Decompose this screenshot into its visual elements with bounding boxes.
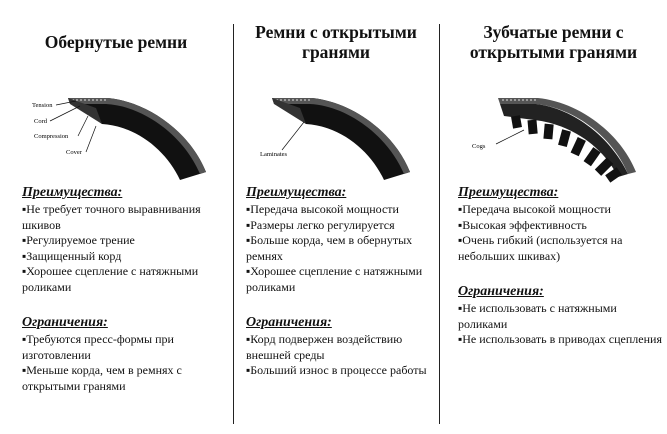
compression-leader [78, 116, 88, 136]
cogged-belt-diagram [468, 92, 658, 187]
wrapped-belt-diagram [20, 92, 220, 187]
list-item: ▪Меньше корда, чем в ремнях с открытыми гранями [22, 363, 182, 393]
advantages-heading: Преимущества: [458, 185, 559, 200]
list-item: ▪Передача высокой мощности [246, 202, 399, 216]
cover-leader [86, 126, 96, 152]
diagram-label-compression: Compression [34, 133, 69, 140]
list-item: ▪Высокая эффективность [458, 217, 587, 232]
column-raw-edge-belts [234, 0, 438, 434]
advantages-heading: Преимущества: [22, 185, 123, 200]
list-item: ▪Не использовать с натяжными роликами [458, 301, 617, 331]
list-item: ▪Не требует точного выравнивания шкивов [22, 202, 201, 232]
list-item: ▪Передача высокой мощности [458, 202, 611, 216]
limitations-heading: Ограничения: [22, 315, 108, 330]
list-item: ▪Хорошее сцепление с натяжными роликами [22, 264, 199, 294]
list-item: ▪Корд подвержен воздействию внешней среды [246, 332, 403, 362]
advantages-section [22, 184, 227, 295]
advantages-heading: Преимущества: [246, 185, 347, 200]
laminates-leader [282, 122, 304, 150]
advantages-section [246, 184, 436, 295]
diagram-label-laminates: Laminates [260, 151, 288, 158]
limitations-heading: Ограничения: [458, 284, 544, 299]
diagram-label-cover: Cover [66, 149, 82, 156]
diagram-label-tension: Tension [32, 102, 53, 109]
list-item: ▪Регулируемое трение [22, 233, 135, 247]
limitations-heading: Ограничения: [246, 315, 332, 330]
advantages-section [458, 184, 663, 264]
list-item: ▪Больше корда, чем в обернутых ремнях [246, 233, 413, 263]
limitations-section [458, 283, 663, 348]
cogs-leader [496, 130, 524, 144]
list-item: ▪Очень гибкий (используется на небольших шкивах) [458, 233, 623, 263]
cord-leader [50, 106, 80, 121]
limitations-section [246, 314, 436, 379]
list-item: ▪Защищенный корд [22, 248, 122, 263]
limitations-section [22, 314, 227, 394]
column-cogged-raw-edge-belts [440, 0, 667, 434]
column-title: Ремни с открытыми гранями [255, 22, 417, 62]
diagram-label-cogs: Cogs [472, 143, 486, 150]
list-item: ▪Не использовать в приводах сцепления [458, 332, 662, 346]
list-item: ▪Больший износ в процессе работы [246, 363, 427, 377]
column-title: Зубчатые ремни с открытыми гранями [469, 22, 638, 62]
list-item: ▪Хорошее сцепление с натяжными роликами [246, 264, 423, 294]
diagram-label-cord: Cord [34, 118, 47, 125]
list-item: ▪Требуются пресс-формы при изготовлении [22, 332, 174, 362]
column-wrapped-belts [0, 0, 232, 434]
column-title: Обернутые ремни [44, 32, 188, 52]
raw-edge-belt-diagram [242, 92, 432, 187]
list-item: ▪Размеры легко регулируется [246, 217, 395, 232]
